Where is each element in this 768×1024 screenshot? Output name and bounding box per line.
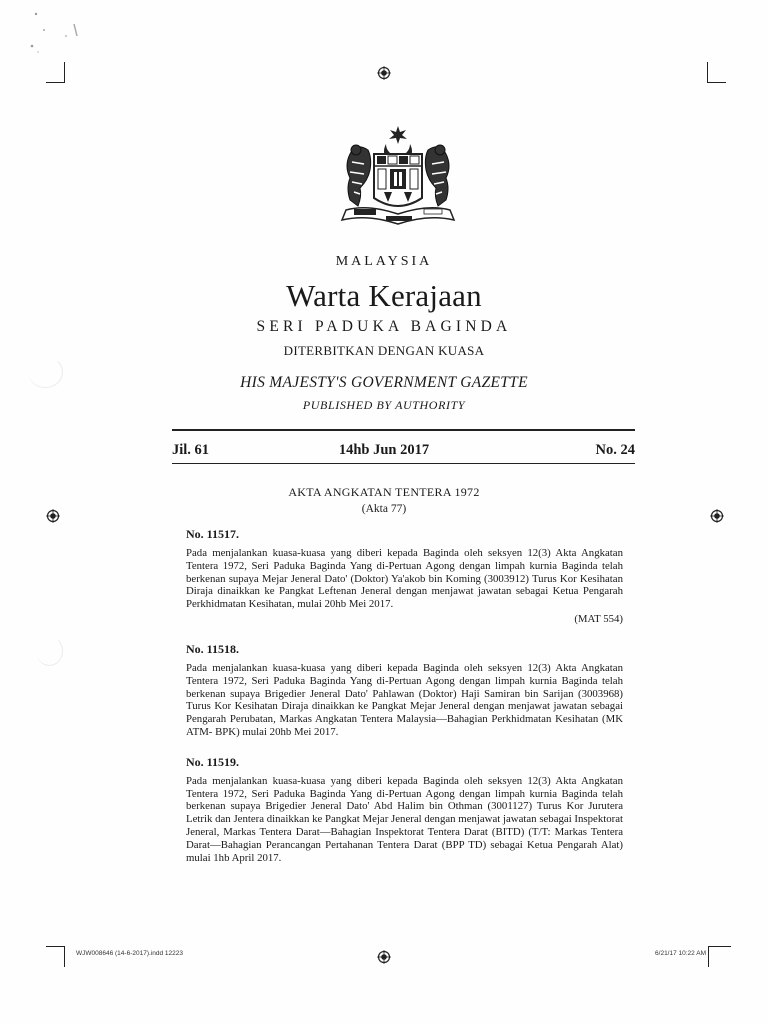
- act-number: (Akta 77): [361, 503, 407, 515]
- print-slug-file: WJW008646 (14-6-2017).indd 12223: [76, 950, 183, 957]
- entry-number: No. 11517.: [186, 527, 240, 541]
- entry-text: Pada menjalankan kuasa-kuasa yang diberi kepada Baginda oleh seksyen 12(3) Akta Angkatan Tentera 1972, Seri Paduka Baginda Yang di-Pertuan Agong dengan limpah kurnia Baginda telah berkenan supaya Mejar Jeneral Dato' (Doktor) Ya'akob bin Koming (3003912) Turus Kor Kesihatan Diraja dinaikkan ke Pangkat Leftenan Jeneral dengan menjawat jawatan sebagai Ketua Pengarah Perkhidmatan Kesihatan, mulai 20hb Mei 2017.: [186, 547, 623, 611]
- crop-mark-top-left: [46, 62, 65, 83]
- gazette-entries: [186, 527, 623, 880]
- masthead-authority-ms: DITERBITKAN DENGAN KUASA: [283, 343, 485, 358]
- act-title: AKTA ANGKATAN TENTERA 1972: [288, 485, 480, 499]
- masthead-authority-en: PUBLISHED BY AUTHORITY: [302, 398, 466, 412]
- scan-specks: [28, 6, 88, 66]
- crop-mark-top-right: [707, 62, 726, 83]
- registration-mark-icon: [377, 66, 391, 80]
- punch-hole-shadow: [36, 636, 63, 666]
- crop-mark-bottom-left: [46, 946, 65, 967]
- entry-text: Pada menjalankan kuasa-kuasa yang diberi kepada Baginda oleh seksyen 12(3) Akta Angkatan Tentera 1972, Seri Paduka Baginda Yang di-Pertuan Agong dengan limpah kurnia Baginda telah berkenan supaya Brigedier Jeneral Dato' Abd Halim bin Othman (3001127) Turus Kor Jurutera Letrik dan Jentera dinaikkan ke Pangkat Mejar Jeneral dengan menjawat jawatan sebagai Inspektorat Jeneral, Markas Tentera Darat—Bahagian Inspektorat Tentera Darat (BITD) (T/T: Markas Tentera Darat—Bahagian Perancangan Pertahanan Tentera Darat (BPP TD) sebagai Ketua Pengarah Alat) mulai 1hb April 2017.: [186, 774, 623, 864]
- entry-number: No. 11519.: [186, 754, 240, 769]
- issue-rule-bottom: [172, 463, 635, 464]
- issue-date: 14hb Jun 2017: [338, 442, 430, 458]
- issue-volume: Jil. 61: [172, 442, 210, 458]
- malaysia-coat-of-arms-icon: [328, 122, 468, 234]
- gazette-entry: [186, 527, 623, 626]
- registration-mark-icon: [377, 950, 391, 964]
- issue-rule-top: [172, 429, 635, 431]
- gazette-entry: [186, 755, 623, 865]
- masthead-title-en: HIS MAJESTY'S GOVERNMENT GAZETTE: [240, 374, 528, 391]
- entry-number: No. 11518.: [186, 641, 240, 656]
- masthead-subtitle: SERI PADUKA BAGINDA: [256, 318, 512, 335]
- masthead-country: MALAYSIA: [335, 254, 433, 269]
- gazette-entry: [186, 642, 623, 739]
- crop-mark-bottom-right: [708, 946, 731, 967]
- issue-number: No. 24: [595, 442, 635, 458]
- print-slug-timestamp: 6/21/17 10:22 AM: [655, 950, 706, 957]
- entry-reference: (MAT 554): [574, 612, 623, 625]
- masthead-title: Warta Kerajaan: [286, 278, 482, 313]
- entry-text: Pada menjalankan kuasa-kuasa yang diberi kepada Baginda oleh seksyen 12(3) Akta Angkatan Tentera 1972, Seri Paduka Baginda Yang di-Pertuan Agong dengan limpah kurnia Baginda telah berkenan supaya Brigedier Jeneral Dato' Pahlawan (Doktor) Haji Samiran bin Sarijan (3003968) Turus Kor Kesihatan Diraja dinaikkan ke Pangkat Mejar Jeneral dengan menjawat jawatan sebagai Pengarah Perubatan, Markas Angkatan Tentera Malaysia—Bahagian Perkhidmatan Kesihatan (MK ATM- BPK) mulai 20hb Mei 2017.: [186, 661, 623, 738]
